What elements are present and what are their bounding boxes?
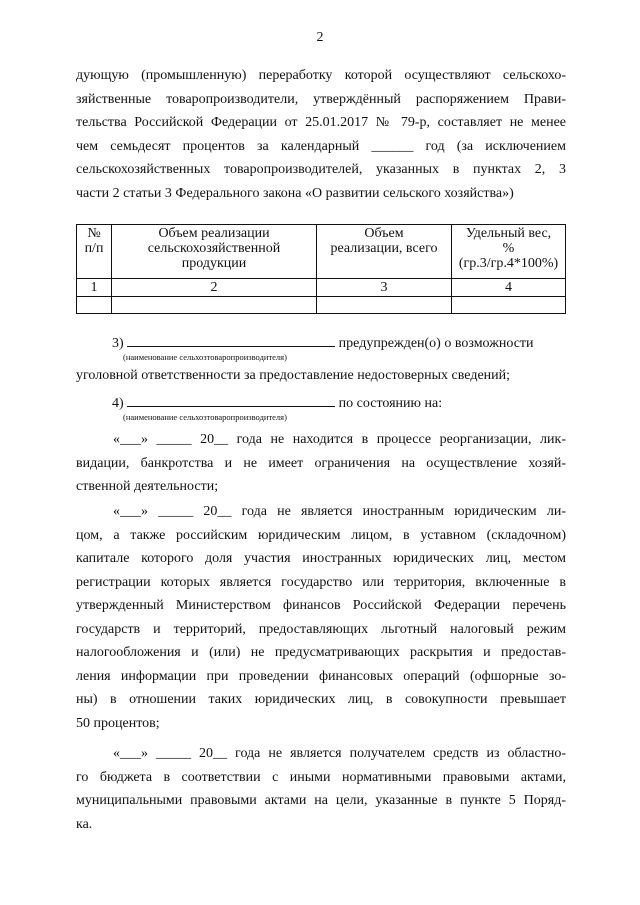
paragraph-budget-funds [76,742,566,836]
header-cell-number: № п/п [77,225,112,279]
paragraph-line: видации, банкротства и не имеет ограничения на осуществление хозяй- [76,455,566,471]
paragraph-line: ственной деятельности; [76,479,219,494]
intro-paragraph [76,64,566,205]
paragraph-line: ка. [76,816,93,832]
intro-line: чем семьдесят процентов за календарный ______ год (за исключением [76,138,566,154]
paragraph-foreign-entity [76,500,566,735]
intro-line: части 2 статьи 3 Федерального закона «О развитии сельского хозяйства») [76,185,514,201]
paragraph-line: ны) в отношении таких юридических лиц, в совокупности превышает [76,692,566,707]
name-blank-line [127,332,335,347]
caption-producer-name: (наименование сельхозтоваропроизводителя) [123,412,287,422]
paragraph-line: 50 процентов; [76,715,160,731]
item-4-tail: по состоянию на: [338,396,443,411]
item-number: 3) [112,336,124,351]
paragraph-line: государств и территорий, предоставляющих льготный налоговый режим [76,621,566,637]
table-header-row [77,225,566,279]
item-3-tail: предупрежден(о) о возможности [338,336,534,351]
column-number-cell: 2 [112,279,317,297]
paragraph-line: «___» _____ 20__ года не находится в процессе реорганизации, лик- [113,432,566,447]
page-number: 2 [316,30,324,45]
table-cell [317,297,452,314]
table-row [77,297,566,314]
sales-table [76,224,566,314]
paragraph-reorganization [76,428,566,499]
paragraph-line: утвержденный Министерством финансов Российской Федерации перечень [76,598,566,613]
paragraph-line: капитале которого доля участия иностранных юридических лиц, местом [76,551,566,566]
table-cell [112,297,317,314]
header-cell-total: Объем реализации, всего [317,225,452,279]
paragraph-line: муниципальными правовыми актами на цели, указанные в пункте 5 Поряд- [76,793,566,808]
column-number-cell: 1 [77,279,112,297]
paragraph-line: регистрации которых является государство или территория, включенные в [76,574,566,590]
paragraph-line: го бюджета в соответствии с иными нормативными правовыми актами, [76,769,566,785]
paragraph-line: цом, а также российским юридическим лицом, в уставном (складочном) [76,527,566,543]
paragraph-line: «___» _____ 20__ года не является иностранным юридическим ли- [113,504,566,519]
intro-line: зяйственные товаропроизводители, утверждённый распоряжением Прави- [76,91,566,107]
header-cell-share: Удельный вес, % (гр.3/гр.4*100%) [452,225,566,279]
column-number-cell: 4 [452,279,566,297]
header-cell-product: Объем реализации сельскохозяйственной продукции [112,225,317,279]
table-row [77,279,566,297]
paragraph-line: налогообложения и (или) не предусматривающих раскрытия и предостав- [76,645,566,660]
paragraph-line: ления информации при проведении финансовых операций (офшорные зо- [76,668,566,684]
paragraph-line: «___» _____ 20__ года не является получателем средств из областно- [113,746,566,761]
table-cell [452,297,566,314]
intro-line: сельскохозяйственных товаропроизводителей, указанных в пунктах 2, 3 [76,162,566,177]
item-3-line-2: уголовной ответственности за предоставление недостоверных сведений; [76,368,511,383]
name-blank-line [127,392,335,407]
table-cell [77,297,112,314]
item-number: 4) [112,396,124,411]
intro-line: тельства Российской Федерации от 25.01.2017 № 79-р, составляет не менее [76,115,566,130]
column-number-cell: 3 [317,279,452,297]
caption-producer-name: (наименование сельхозтоваропроизводителя) [123,352,287,362]
intro-line: дующую (промышленную) переработку которой осуществляют сельскохо- [76,68,566,83]
